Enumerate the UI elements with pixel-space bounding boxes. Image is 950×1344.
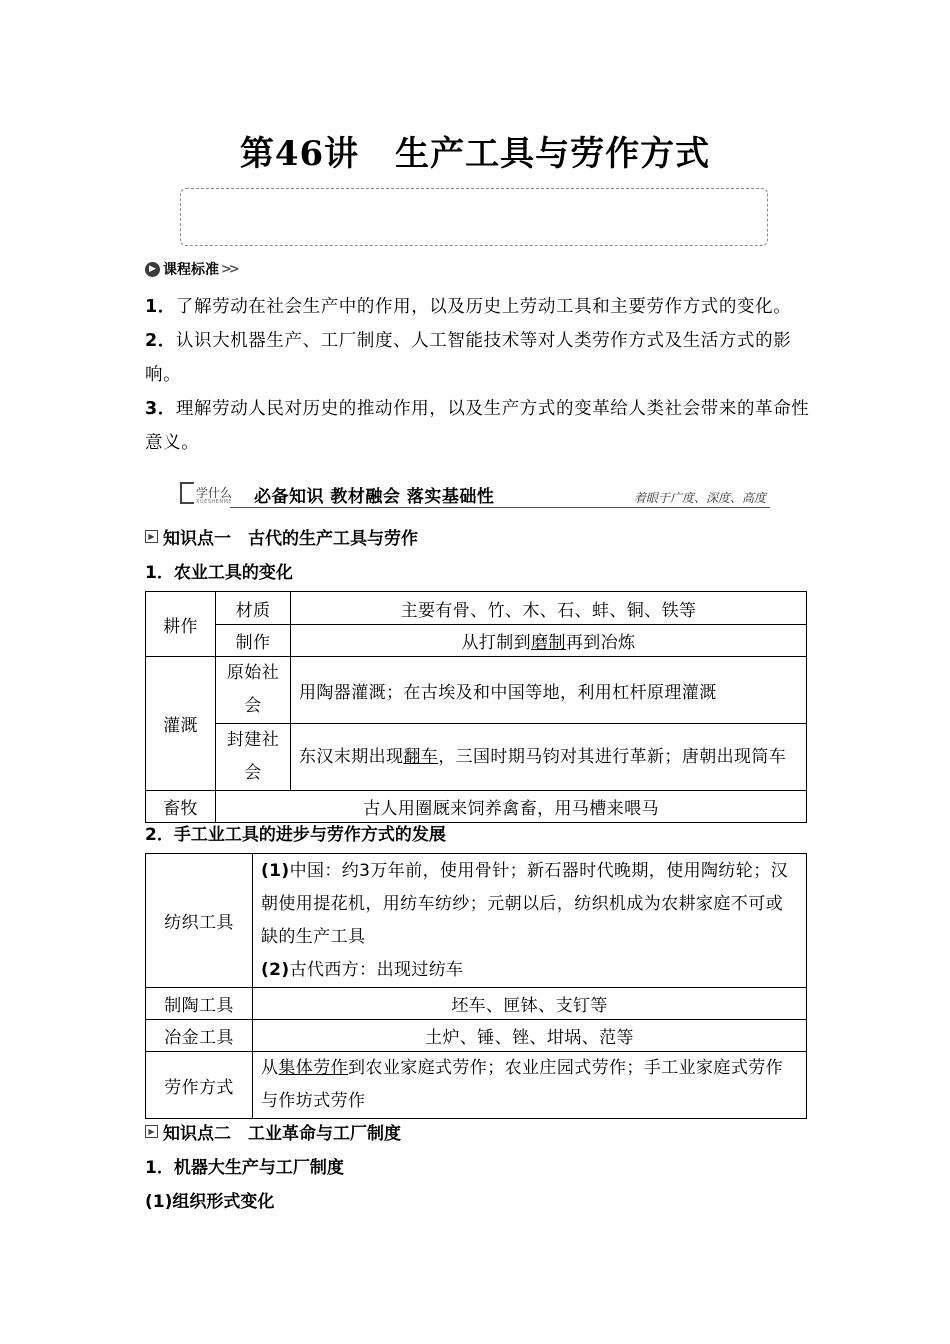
standard-item-text: 了解劳动在社会生产中的作用，以及历史上劳动工具和主要劳作方式的变化。 <box>175 297 792 317</box>
banner-logo-subtext: XUESHENME <box>196 499 233 505</box>
lecture-topic: 生产工具与劳作方式 <box>395 134 711 174</box>
standard-item-3 <box>145 392 810 460</box>
table-row <box>146 791 807 823</box>
table-row <box>146 988 807 1020</box>
value-cell <box>253 1052 807 1119</box>
category-cell: 劳作方式 <box>146 1052 253 1119</box>
banner-main-text: 必备知识 教材融会 落实基础性 <box>254 487 495 507</box>
lecture-number: 第46讲 <box>239 134 360 174</box>
textile-west <box>261 954 798 987</box>
summary-dashed-box <box>180 188 768 246</box>
value-cell: 土炉、锤、锉、坩埚、范等 <box>253 1020 807 1052</box>
standard-item-number: 2． <box>145 331 176 351</box>
section1-subheading-1: 1．农业工具的变化 <box>145 563 293 583</box>
banner-logo-text: 学什么 <box>196 486 233 500</box>
handicraft-tools-table <box>145 853 807 1119</box>
bracket-logo-icon <box>180 482 194 504</box>
page-title <box>0 126 950 175</box>
label-cell: 原始社会 <box>216 657 291 724</box>
triangle-box-icon: ▶ <box>145 530 158 543</box>
value-cell <box>253 854 807 988</box>
feudal-text-post: ，三国时期马钧对其进行革新；唐朝出现筒车 <box>438 746 787 767</box>
value-cell: 古人用圈厩来饲养禽畜，用马槽来喂马 <box>216 791 807 823</box>
standard-item-text: 认识大机器生产、工厂制度、人工智能技术等对人类劳作方式及生活方式的影响。 <box>145 331 792 385</box>
textile-west-text: 古代西方：出现过纺车 <box>289 959 464 980</box>
category-cell: 畜牧 <box>146 791 216 823</box>
make-text-underlined: 磨制 <box>531 633 566 653</box>
feudal-text-pre: 东汉末期出现 <box>299 746 404 767</box>
item-number: (2) <box>261 959 290 980</box>
category-cell: 制陶工具 <box>146 988 253 1020</box>
standards-heading <box>145 258 237 280</box>
section2-subheading-1: 1．机器大生产与工厂制度 <box>145 1158 344 1178</box>
agriculture-tools-table <box>145 591 807 823</box>
textile-china-text: 中国：约3万年前，使用骨针；新石器时代晚期，使用陶纺轮；汉朝使用提花机，用纺车纺纱；元朝以后，纺织机成为农耕家庭不可或缺的生产工具 <box>261 860 788 947</box>
standard-item-number: 3． <box>145 399 176 419</box>
feudal-text-underlined: 翻车 <box>403 746 439 767</box>
value-cell <box>291 724 807 791</box>
labor-text-underlined: 集体劳作 <box>278 1058 349 1078</box>
standard-item-text: 理解劳动人民对历史的推动作用，以及生产方式的变革给人类社会带来的革命性意义。 <box>145 399 810 453</box>
table-row <box>146 1052 807 1119</box>
make-text-pre: 从打制到 <box>461 633 532 653</box>
label-cell: 材质 <box>216 592 291 625</box>
table-row <box>146 625 807 657</box>
table-row <box>146 724 807 791</box>
category-cell: 灌溉 <box>146 657 216 791</box>
section2-subheading-1a: (1)组织形式变化 <box>145 1192 275 1212</box>
label-cell: 制作 <box>216 625 291 657</box>
section2-heading <box>145 1119 401 1144</box>
labor-text-pre: 从 <box>261 1058 279 1078</box>
item-number: (1) <box>261 860 290 881</box>
value-cell: 坯车、匣钵、支钉等 <box>253 988 807 1020</box>
standards-heading-label: 课程标准 <box>163 262 219 278</box>
make-text-post: 再到冶炼 <box>565 633 636 653</box>
value-cell <box>291 625 807 657</box>
table-row <box>146 854 807 988</box>
table-row <box>146 657 807 724</box>
value-cell: 用陶器灌溉；在古埃及和中国等地，利用杠杆原理灌溉 <box>291 657 807 724</box>
double-chevron-icon: >> <box>221 261 237 277</box>
section1-heading-label: 知识点一 古代的生产工具与劳作 <box>163 529 418 549</box>
standard-item-1 <box>145 290 810 324</box>
textile-china <box>261 855 798 954</box>
value-cell: 主要有骨、竹、木、石、蚌、铜、铁等 <box>291 592 807 625</box>
category-cell: 冶金工具 <box>146 1020 253 1052</box>
section-banner <box>180 480 770 510</box>
table-row <box>146 1020 807 1052</box>
section1-heading <box>145 524 418 549</box>
label-cell: 封建社会 <box>216 724 291 791</box>
table-row <box>146 592 807 625</box>
labor-text-post: 到农业家庭式劳作；农业庄园式劳作；手工业家庭式劳作与作坊式劳作 <box>261 1058 784 1111</box>
category-cell: 纺织工具 <box>146 854 253 988</box>
standard-item-2 <box>145 324 810 392</box>
standard-item-number: 1． <box>145 297 176 317</box>
triangle-box-icon: ▶ <box>145 1125 158 1138</box>
category-cell: 耕作 <box>146 592 216 657</box>
banner-underline <box>230 507 770 508</box>
section2-heading-label: 知识点二 工业革命与工厂制度 <box>163 1124 401 1144</box>
play-circle-icon: ▶ <box>145 262 160 277</box>
section1-subheading-2: 2．手工业工具的进步与劳作方式的发展 <box>145 825 446 845</box>
banner-side-text: 着眼于广度、深度、高度 <box>633 491 766 505</box>
